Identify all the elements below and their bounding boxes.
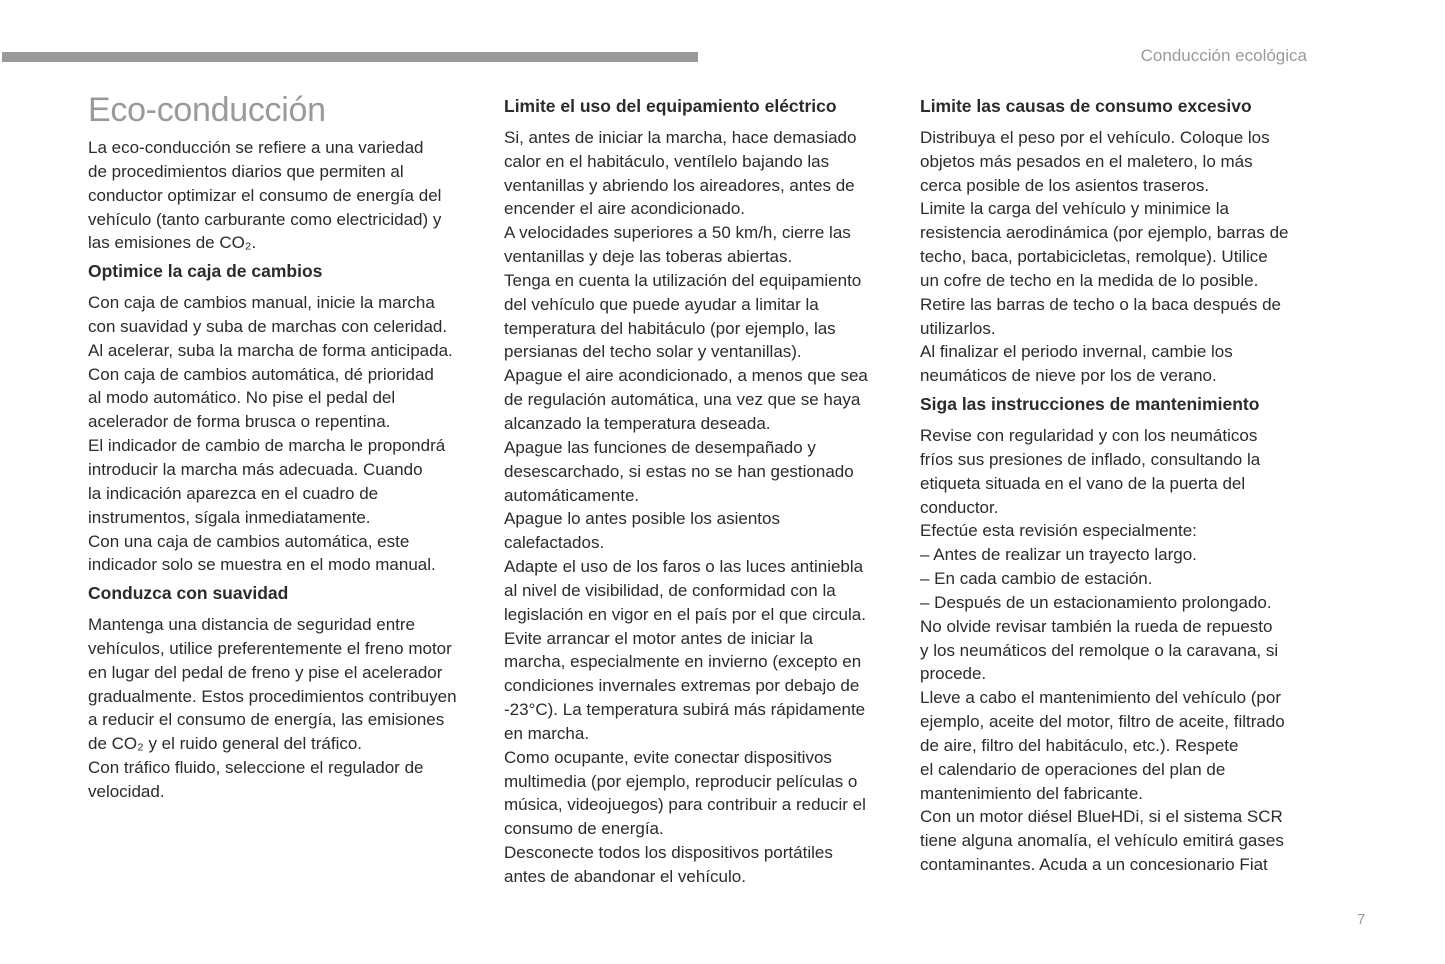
text-line: conductor. xyxy=(920,497,999,517)
text-line: Con una caja de cambios automática, este xyxy=(88,531,410,551)
text-line: legislación en vigor en el país por el que circula. xyxy=(504,604,866,624)
paragraph xyxy=(920,424,1320,877)
paragraph xyxy=(88,291,488,577)
text-line: tiene alguna anomalía, el vehículo emitirá gases xyxy=(920,831,1284,851)
text-line: Optimice la caja de cambios xyxy=(88,261,323,282)
section-heading xyxy=(504,95,904,119)
text-line: – Después de un estacionamiento prolongado. xyxy=(920,592,1272,612)
text-line: neumáticos de nieve por los de verano. xyxy=(920,366,1217,386)
text-line: ejemplo, aceite del motor, filtro de aceite, filtrado xyxy=(920,712,1285,732)
text-line: etiqueta situada en el vano de la puerta del xyxy=(920,473,1246,493)
page-number: 7 xyxy=(1357,911,1366,928)
text-line: Distribuya el peso por el vehículo. Coloque los xyxy=(920,127,1270,147)
text-line: la indicación aparezca en el cuadro de xyxy=(88,483,379,503)
text-line: Siga las instrucciones de mantenimiento xyxy=(920,394,1260,415)
text-line: calefactados. xyxy=(504,533,605,553)
text-line: vehículo (tanto carburante como electricidad) y xyxy=(88,209,442,229)
text-line: mantenimiento del fabricante. xyxy=(920,783,1144,803)
column-2 xyxy=(504,95,904,889)
text-line: marcha, especialmente en invierno (excepto en xyxy=(504,652,862,672)
text-line: Adapte el uso de los faros o las luces antiniebla xyxy=(504,557,864,577)
text-line: Apague lo antes posible los asientos xyxy=(504,509,780,529)
text-line: A velocidades superiores a 50 km/h, cierre las xyxy=(504,223,851,243)
text-line: Lleve a cabo el mantenimiento del vehículo (por xyxy=(920,688,1281,708)
column-3 xyxy=(920,95,1320,877)
text-line: Con tráfico fluido, seleccione el regulador de xyxy=(88,758,424,778)
text-line: resistencia aerodinámica (por ejemplo, barras de xyxy=(920,223,1289,243)
paragraph xyxy=(920,126,1320,388)
text-line: de procedimientos diarios que permiten al xyxy=(88,161,404,181)
text-line: de aire, filtro del habitáculo, etc.). Respete xyxy=(920,735,1239,755)
text-line: – En cada cambio de estación. xyxy=(920,569,1153,589)
text-line: del vehículo que puede ayudar a limitar la xyxy=(504,294,819,314)
paragraph xyxy=(88,136,488,255)
text-line: desescarchado, si estas no se han gestionado xyxy=(504,461,854,481)
text-line: -23°C). La temperatura subirá más rápidamente xyxy=(504,700,866,720)
text-line: techo, baca, portabicicletas, remolque). Utilice xyxy=(920,247,1268,267)
section-heading xyxy=(88,260,488,284)
text-line: multimedia (por ejemplo, reproducir películas o xyxy=(504,771,858,791)
text-line: automáticamente. xyxy=(504,485,640,505)
text-line: indicador solo se muestra en el modo manual. xyxy=(88,555,436,575)
text-line: el calendario de operaciones del plan de xyxy=(920,759,1226,779)
text-line: Con caja de cambios manual, inicie la marcha xyxy=(88,293,435,313)
text-line: instrumentos, sígala inmediatamente. xyxy=(88,507,371,527)
text-line: Limite la carga del vehículo y minimice la xyxy=(920,199,1229,219)
text-line: gradualmente. Estos procedimientos contribuyen xyxy=(88,686,457,706)
text-line: de CO₂ y el ruido general del tráfico. xyxy=(88,734,363,754)
text-line: vehículos, utilice preferentemente el freno motor xyxy=(88,638,452,658)
text-line: y los neumáticos del remolque o la caravana, si xyxy=(920,640,1279,660)
text-line: persianas del techo solar y ventanillas). xyxy=(504,342,802,362)
section-heading xyxy=(88,582,488,606)
text-line: alcanzado la temperatura deseada. xyxy=(504,413,771,433)
section-heading xyxy=(920,393,1320,417)
text-line: No olvide revisar también la rueda de repuesto xyxy=(920,616,1273,636)
text-line: objetos más pesados en el maletero, lo más xyxy=(920,151,1253,171)
text-line: antes de abandonar el vehículo. xyxy=(504,867,746,886)
text-line: Al finalizar el periodo invernal, cambie los xyxy=(920,342,1233,362)
text-line: introducir la marcha más adecuada. Cuando xyxy=(88,459,423,479)
text-line: calor en el habitáculo, ventílelo bajando las xyxy=(504,151,830,171)
text-line: utilizarlos. xyxy=(920,318,996,338)
section-heading xyxy=(920,95,1320,119)
text-line: La eco-conducción se refiere a una variedad xyxy=(88,138,424,157)
paragraph xyxy=(88,613,488,804)
text-line: Mantenga una distancia de seguridad entre xyxy=(88,615,416,635)
text-line: de regulación automática, una vez que se haya xyxy=(504,390,861,410)
text-line: Revise con regularidad y con los neumáticos xyxy=(920,425,1258,445)
text-line: fríos sus presiones de inflado, consultando la xyxy=(920,449,1261,469)
text-line: acelerador de forma brusca o repentina. xyxy=(88,412,391,432)
page-title: Eco-conducción xyxy=(88,91,326,129)
text-line: – Antes de realizar un trayecto largo. xyxy=(920,545,1197,565)
text-line: consumo de energía. xyxy=(504,819,664,839)
text-line: un cofre de techo en la medida de lo posible. xyxy=(920,270,1259,290)
header-bar xyxy=(2,52,698,62)
text-line: Limite las causas de consumo excesivo xyxy=(920,96,1252,116)
text-line: procede. xyxy=(920,664,987,684)
text-line: contaminantes. Acuda a un concesionario Fiat xyxy=(920,855,1268,875)
text-line: a reducir el consumo de energía, las emisiones xyxy=(88,710,445,730)
text-line: Desconecte todos los dispositivos portátiles xyxy=(504,843,833,863)
text-line: Con caja de cambios automática, dé prioridad xyxy=(88,364,434,384)
column-1 xyxy=(88,136,488,804)
text-line: conductor optimizar el consumo de energía del xyxy=(88,185,442,205)
text-line: en marcha. xyxy=(504,723,590,743)
text-line: Tenga en cuenta la utilización del equipamiento xyxy=(504,270,862,290)
text-line: Al acelerar, suba la marcha de forma anticipada. xyxy=(88,340,453,360)
text-line: ventanillas y abriendo los aireadores, antes de xyxy=(504,175,855,195)
text-line: El indicador de cambio de marcha le propondrá xyxy=(88,436,446,456)
text-line: ventanillas y deje las toberas abiertas. xyxy=(504,247,793,267)
section-title: Conducción ecológica xyxy=(1140,46,1307,65)
text-line: cerca posible de los asientos traseros. xyxy=(920,175,1210,195)
text-line: Apague las funciones de desempañado y xyxy=(504,437,816,457)
text-line: con suavidad y suba de marchas con celeridad. xyxy=(88,316,448,336)
text-line: condiciones invernales extremas por debajo de xyxy=(504,676,860,696)
text-line: Efectúe esta revisión especialmente: xyxy=(920,521,1197,541)
text-line: Como ocupante, evite conectar dispositivos xyxy=(504,747,832,767)
text-line: al nivel de visibilidad, de conformidad con la xyxy=(504,580,836,600)
text-line: Limite el uso del equipamiento eléctrico xyxy=(504,96,837,116)
text-line: temperatura del habitáculo (por ejemplo, las xyxy=(504,318,836,338)
text-line: música, videojuegos) para contribuir a reducir el xyxy=(504,795,866,815)
text-line: en lugar del pedal de freno y pise el acelerador xyxy=(88,662,443,682)
text-line: Retire las barras de techo o la baca después de xyxy=(920,294,1282,314)
text-line: Si, antes de iniciar la marcha, hace demasiado xyxy=(504,127,857,147)
text-line: las emisiones de CO₂. xyxy=(88,233,257,253)
text-line: encender el aire acondicionado. xyxy=(504,199,746,219)
text-line: Conduzca con suavidad xyxy=(88,583,289,604)
text-line: Apague el aire acondicionado, a menos que sea xyxy=(504,366,868,386)
text-line: velocidad. xyxy=(88,781,165,801)
text-line: Evite arrancar el motor antes de iniciar la xyxy=(504,628,813,648)
paragraph xyxy=(504,126,904,889)
text-line: Con un motor diésel BlueHDi, si el sistema SCR xyxy=(920,807,1283,827)
text-line: al modo automático. No pise el pedal del xyxy=(88,388,396,408)
